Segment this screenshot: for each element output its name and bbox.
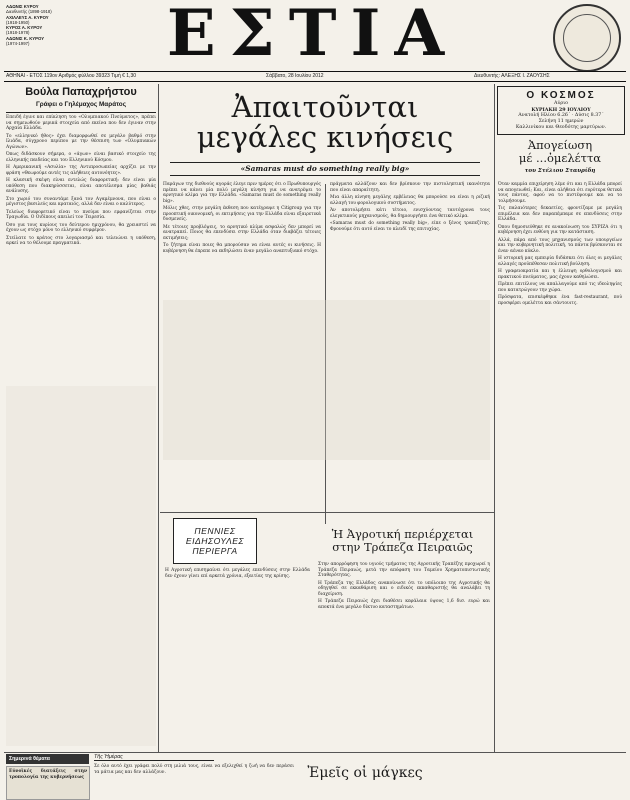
founder-line: ΚΥΡΟΣ Α. ΚΥΡΟΥ: [6, 25, 43, 31]
paragraph: Μια άλλη κίνηση μεγάλης εμβέλειας θα μπορούσε να είναι η ριζική αλλαγή του φορολογικού συστήματος.: [330, 195, 490, 206]
paragraph: Η γραφειοκρατία και η έλλειψη ορθολογισμού και πρακτικού πνεύματος, μας έχουν καθηλώσει.: [498, 269, 622, 280]
headline-line: στην Τράπεζα Πειραιῶς: [332, 540, 473, 554]
founder-line: ΑΧΙΛΛΕΥΣ Α. ΚΥΡΟΥ: [6, 14, 49, 20]
featured-label: Σημερινά θέματα: [6, 754, 89, 764]
paragraph: Μόλις χθες, στην μεγάλη έκθεση που κατέγραψε η Citigroup για την προοπτική οικονομική, οι εκτιμήσεις για την Ελλάδα είναι εξαιρετικά δυσμενείς.: [163, 206, 321, 222]
kosmos-line: Σελήνη 11 ημερών: [538, 119, 584, 124]
headline-line: μέ ...ὀμελέττα: [518, 151, 602, 165]
paragraph: Το ζήτημα είναι ποιες θα μπορούσαν να είναι αυτές οι κινήσεις. Η κυβέρνηση θα έπρεπε να εκδηλώσει έναν μεγάλο αναπτυξιακό στόχο.: [163, 243, 321, 254]
author-name: Βούλα Παπαχρήστου: [25, 86, 137, 98]
paragraph: Στο χωριό του συναντάμε ξανά τον Αγαμέμνονα, που είναι ο μέγιστος βασιλεύς και κραταιός, αλλά δεν είναι ο καλύτερος.: [6, 196, 156, 207]
paragraph: Με τέτοιες προβλέψεις, το αρνητικό κλίμα ασφαλώς δεν μπορεί να ανατραπεί. Ποιος θα επενδύσει στην Ελλάδα όταν διαβάζει τέτοιες εκτιμήσεις;: [163, 224, 321, 241]
kosmos-line: Καλλινίκου και Θεοδότης μαρτύρων.: [515, 125, 607, 130]
english-quote: «Samaras must do something really big»: [170, 162, 480, 176]
featured-box: [6, 766, 90, 800]
paragraph: Η κλασική σκέψη είναι εντελώς διαφορετική: δεν είναι μία υπόθεση που διακηρύσσεται, είναι αποτέλεσμα μίας βαθιάς ανάλυσης.: [6, 178, 156, 194]
paragraph: Όπου δημοσιεύθηκε σε ανακοίνωση του ΣΥΡΙΖΑ ότι η κυβέρνηση έχει ευθύνη για την κατάσταση.: [498, 224, 622, 235]
issue-date: Σάββατο, 28 Ιουλίου 2012: [266, 73, 324, 79]
kosmos-line: Ανατολή Ηλίου 6.26´ · Δύσις 8.37´: [518, 113, 604, 118]
main-headline: [160, 92, 490, 152]
pennies-title: ΕΙΔΗΣΟΥΛΕΣ: [185, 536, 245, 546]
founder-line: Διευθυντής (1898-1918): [6, 9, 52, 15]
founders-list: [6, 4, 96, 46]
headline-line: μεγάλες κινήσεις: [196, 120, 454, 154]
main-article-col1: [163, 180, 321, 256]
kosmos-line: ΚΥΡΙΑΚΗ 29 ΙΟΥΛΙΟΥ: [531, 107, 591, 113]
paragraph: Η Τράπεζα Πειραιώς έχει διαθέσει κεφάλαια ύψους 1,6 δισ. ευρώ και αποκτά ένα μεγάλο δίκτυο καταστημάτων.: [318, 599, 490, 610]
bottom-text: Σε όλο αυτό έχει γράφει πολύ στη μιλιά τους, είναι να εξελιχθεί η ζωή να δεν περάσει τα μάτια μας και δεν αλλάζουν.: [94, 764, 294, 775]
seal-emblem-icon: [553, 4, 621, 72]
paragraph: Όταν καμμία επιχείρηση λέμε ότι και η Ελλάδα μπορεί να απογειωθεί; Και, είναι αλήθεια ότι ευρύτερα θετικά τους πάντας, αφού να το πιστέψουμε και να το τολμήσουμε.: [498, 182, 622, 204]
paragraph: Στείλατε το κράτος στο λογαριασμό και τελειώνει η υπόθεση, αρκεί να το θέλουμε πραγματικά.: [6, 235, 156, 246]
piraeus-headline: [315, 528, 490, 554]
paragraph: πράγματα αλλάζουν και δεν βρίσκουν την πιστοληπτική ικανότητα που είναι απαραίτητη.: [330, 182, 490, 193]
featured-text: Εύνοϊκές διατάξεις στην τροπολογία της κυβερνήσεως: [9, 769, 87, 780]
paragraph: «Samaras must do something really big», είπε ο ξένος τραπεζίτης. Φρονούμε ότι αυτό είναι το κλειδί της επιτυχίας.: [330, 221, 490, 232]
founder-line: (1974-1997): [6, 41, 30, 47]
paragraph: Άν αποτολμήσει κάτι τέτοιο, ενισχύοντας ταυτόχρονα τους ελεγκτικούς μηχανισμούς, θα δημιουργήσει ένα θετικό κλίμα.: [330, 208, 490, 219]
pennies-box: [173, 518, 257, 564]
paragraph: Πρέπει επιτέλους να απαλλαγούμε από τις ιδεοληψίες που κατατρώγουν την χώρα.: [498, 282, 622, 293]
column-divider: [494, 84, 495, 752]
info-bar: [4, 71, 626, 82]
kosmos-line: Αύριο: [554, 101, 568, 106]
paragraph: Τελείως διαφορετικό είναι το πνεύμα που εμφανίζεται στην Τραγωδία. Ο Οιδίπους απειλεί τον Τειρεσία.: [6, 209, 156, 220]
director-info: Διευθυντής: ΑΛΕΞΗΣ Ι. ΖΑΟΥΣΗΣ: [474, 73, 550, 79]
paragraph: Αλλά, πάρα από τους μηχανισμούς των υπουργείων και την κυβερνητική πολιτική, τα πάντα βρίσκονται σε έναν αέναο κύκλο.: [498, 237, 622, 254]
issue-info: ΑΘΗΝΑΙ - ΕΤΟΣ 119ον Αριθμός φύλλου 39323 Τιμή € 1,30: [6, 73, 137, 79]
opinion-author: του Στέλιου Σταυρίδη: [524, 168, 596, 174]
founder-line: ΑΔΩΝΙΣ ΚΥΡΟΥ: [6, 4, 39, 9]
main-article-col2: [330, 180, 490, 234]
author-title: Γράφει ο Γηλέμαχος Μαράτος: [35, 101, 127, 108]
section-divider: [160, 512, 494, 513]
opinion-article: [498, 180, 622, 308]
paragraph: Παράγων της διεθνούς αγοράς έλεγε πριν ημέρες ότι ο Πρωθυπουργός πρέπει να κάνει μία πολύ μεγάλη κίνηση για να ανατρέψει το αρνητικό κλίμα για την Ελλάδα. «Samaras must do something really big».: [163, 182, 321, 204]
left-column-article: [6, 86, 156, 249]
paragraph: Όπως διδάσκουν σήμερα, ο «άγων» είναι βασικό στοιχείο της ελληνικής παιδείας και του Ελληνικού Κόσμου.: [6, 152, 156, 163]
piraeus-article: [318, 560, 490, 612]
bottom-headline: Ἐμεῖς οἱ μάγκες: [307, 765, 423, 781]
paragraph: Στην απορρόφηση του υγιούς τμήματος της Αγροτικής Τραπέζης προχωρεί η Τράπεζα Πειραιώς, μετά την απόφαση του Ταμείου Χρηματοπιστωτικής Σταθερότητας.: [318, 562, 490, 578]
paragraph: Όσο για τους κυρίους του δεύτερου ημιχρόνου, θα χρειαστεί να έχουν ως στόχο μόνο το ελληνικό συμφέρον.: [6, 222, 156, 233]
headline-line: Ἀπογείωση: [527, 138, 593, 152]
founder-line: (1918-1978): [6, 30, 30, 36]
pennies-title: ΠΕΡΙΕΡΓΑ: [192, 546, 238, 556]
newspaper-title: ΕΣΤΙΑ: [166, 0, 459, 71]
bottom-divider: [4, 752, 626, 753]
highlight-block: [163, 300, 490, 460]
opinion-headline: [497, 139, 623, 165]
column-divider: [158, 84, 159, 752]
tis-imeras-label: Τῆς Ἡμέρας: [94, 754, 214, 761]
founder-line: (1918-1950): [6, 19, 30, 25]
paragraph: Τις παλαιότερες δεκαετίες, φροντίζαμε με μεγάλη επιμέλεια και δεν παραπέμπαμε σε επενδύσεις στην Ελλάδα.: [498, 206, 622, 222]
paragraph: Επειδή έγινε και επίκληση του «Ολυμπιακού Πνεύματος», πρέπει να σημειωθούν μερικά στοιχεία από εκείνα που δεν έγιναν στην Αρχαία Ελλάδα.: [6, 115, 156, 131]
headline-line: Ἀπαιτοῦνται: [231, 90, 419, 124]
paragraph: Το «ελληνικό ήθος» έχει διαμορφωθεί σε μεγάλο βαθμό στην Ιλιάδα, σύγχρονο περίπου με την θέσπιση των «Ολυμπιακών Αγώνων».: [6, 133, 156, 150]
paragraph: Η Αμερικανική «Ασυλία» της Αντιπροσωπείας αρχίζει με την φράση «Θεωρούμε αυτές τις αλήθειες αυτονόητες».: [6, 165, 156, 176]
kosmos-title: Ο ΚΟΣΜΟΣ: [526, 90, 596, 101]
founder-line: ΑΔΩΝΙΣ Κ. ΚΥΡΟΥ: [6, 35, 45, 41]
headline-line: Ἡ Ἀγροτική περιέρχεται: [331, 527, 474, 541]
pennies-text: Η Αγροτική επισημαίνει ότι μεγάλες επενδύσεις στην Ελλάδα δεν έχουν γίνει επί αρκετά χρόνια, εξαιτίας της κρίσης.: [165, 568, 310, 579]
kosmos-box: [497, 86, 625, 135]
paragraph: Η ιστορική μας εμπειρία διδάσκει ότι όλες οι μεγάλες αλλαγές προϋπέθεσαν πολιτική βούληση.: [498, 256, 622, 267]
pennies-title: ΠΕΝΝΙΕΣ: [194, 526, 236, 536]
paragraph: Η Τράπεζα της Ελλάδος ανακοίνωσε ότι το υπόλοιπο της Αγροτικής θα οδηγηθεί σε εκκαθάριση και ο ειδικός εκκαθαριστής θα αναλάβει τη διαχείριση.: [318, 580, 490, 597]
paragraph: Πρόσφατα, επισκέφθηκα ένα fast-restaurant, πού προσφέρει ομελέττα και σάντουιτς.: [498, 295, 622, 306]
